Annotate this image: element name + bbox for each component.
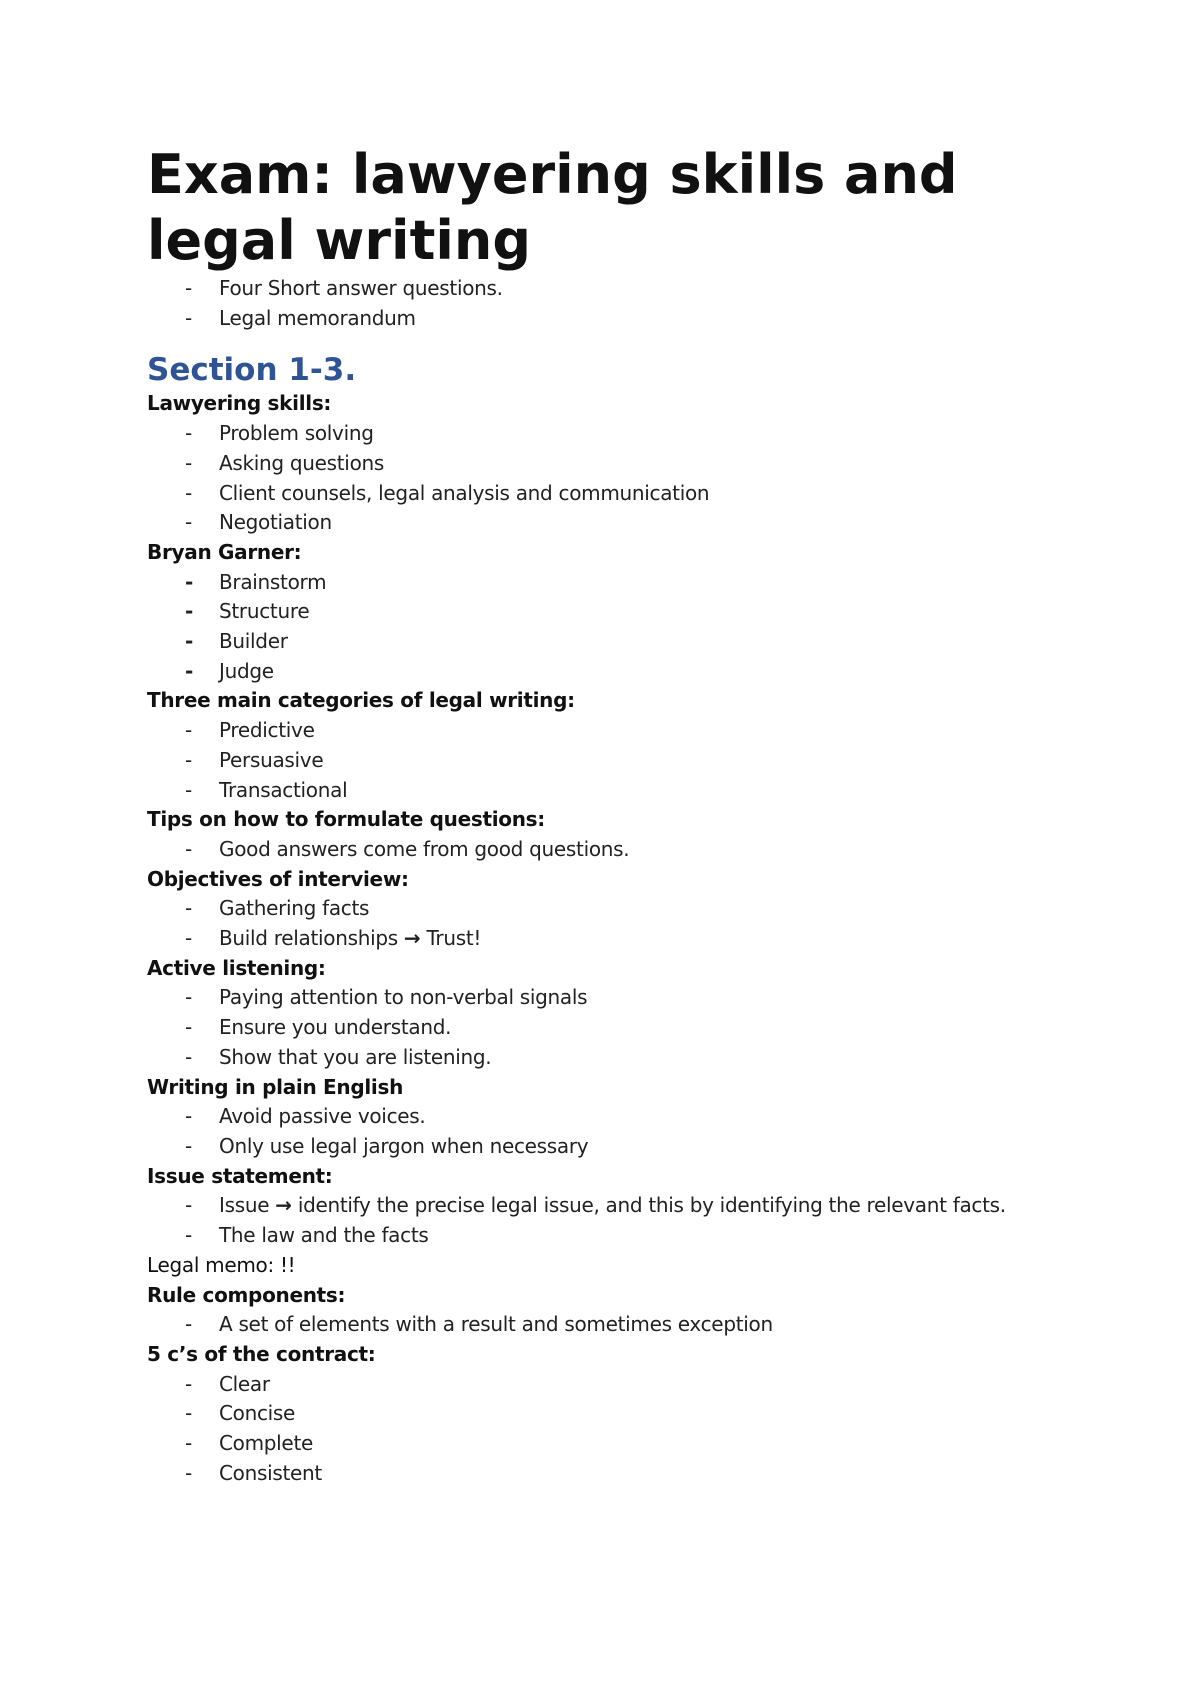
list-item: - Builder bbox=[147, 627, 1077, 657]
group-heading-issue-statement: Issue statement: bbox=[147, 1163, 333, 1188]
group-heading-contract: 5 c’s of the contract: bbox=[147, 1341, 376, 1366]
group-heading-rule-components: Rule components: bbox=[147, 1282, 346, 1307]
list-item: - Transactional bbox=[147, 776, 1077, 806]
group-heading-objectives: Objectives of interview: bbox=[147, 866, 409, 891]
dash-marker: - bbox=[185, 718, 192, 743]
contract-list bbox=[147, 1370, 1077, 1489]
list-item: - Negotiation bbox=[147, 508, 1077, 538]
dash-marker: - bbox=[185, 510, 192, 535]
list-item: - Predictive bbox=[147, 716, 1077, 746]
list-item: - Complete bbox=[147, 1429, 1077, 1459]
list-item: - Good answers come from good questions. bbox=[147, 835, 1077, 865]
group-heading-lawyering-skills: Lawyering skills: bbox=[147, 391, 332, 416]
intro-list bbox=[147, 274, 1077, 333]
dash-marker: - bbox=[185, 1015, 192, 1040]
document-title: Exam: lawyering skills and legal writing bbox=[147, 143, 958, 272]
list-item: - Build relationships → Trust! bbox=[147, 924, 1077, 954]
list-item: - Problem solving bbox=[147, 419, 1077, 449]
list-item: - Concise bbox=[147, 1399, 1077, 1429]
list-item: - Legal memorandum bbox=[147, 304, 1077, 334]
list-item: - Ensure you understand. bbox=[147, 1013, 1077, 1043]
dash-marker: - bbox=[185, 926, 192, 951]
dash-marker: - bbox=[185, 747, 192, 772]
section-heading: Section 1-3. bbox=[147, 352, 357, 389]
dash-marker: - bbox=[185, 1312, 192, 1337]
dash-marker: - bbox=[185, 1431, 192, 1456]
list-item: - Clear bbox=[147, 1370, 1077, 1400]
objectives-list bbox=[147, 894, 1077, 953]
list-item: - Avoid passive voices. bbox=[147, 1102, 1077, 1132]
dash-marker: - bbox=[185, 629, 194, 654]
dash-marker: - bbox=[185, 777, 192, 802]
group-heading-active-listening: Active listening: bbox=[147, 955, 326, 980]
list-item: - Structure bbox=[147, 597, 1077, 627]
dash-marker: - bbox=[185, 1104, 192, 1129]
dash-marker: - bbox=[185, 480, 192, 505]
dash-marker: - bbox=[185, 1044, 192, 1069]
dash-marker: - bbox=[185, 658, 194, 683]
list-item: - Client counsels, legal analysis and communication bbox=[147, 479, 1077, 509]
list-item: - Brainstorm bbox=[147, 568, 1077, 598]
list-item: - Gathering facts bbox=[147, 894, 1077, 924]
lawyering-skills-list bbox=[147, 419, 1077, 538]
dash-marker: - bbox=[185, 569, 194, 594]
dash-marker: - bbox=[185, 305, 192, 330]
dash-marker: - bbox=[185, 1223, 192, 1248]
dash-marker: - bbox=[185, 836, 192, 861]
bryan-garner-list bbox=[147, 568, 1077, 687]
list-item: - Consistent bbox=[147, 1459, 1077, 1489]
dash-marker: - bbox=[185, 421, 192, 446]
dash-marker: - bbox=[185, 1133, 192, 1158]
document-page bbox=[147, 142, 1077, 1488]
dash-marker: - bbox=[185, 276, 192, 300]
group-heading-tips: Tips on how to formulate questions: bbox=[147, 807, 545, 832]
dash-marker: - bbox=[185, 1401, 192, 1426]
dash-marker: - bbox=[185, 450, 192, 475]
categories-list bbox=[147, 716, 1077, 805]
list-item: - Judge bbox=[147, 657, 1077, 687]
list-item: - The law and the facts bbox=[147, 1221, 1077, 1251]
active-listening-list bbox=[147, 983, 1077, 1072]
group-heading-bryan-garner: Bryan Garner: bbox=[147, 539, 302, 564]
list-item: - Four Short answer questions. bbox=[147, 274, 1077, 304]
list-item: - A set of elements with a result and sometimes exception bbox=[147, 1310, 1077, 1340]
plain-english-list bbox=[147, 1102, 1077, 1161]
list-item: - Only use legal jargon when necessary bbox=[147, 1132, 1077, 1162]
tips-list bbox=[147, 835, 1077, 865]
dash-marker: - bbox=[185, 985, 192, 1010]
dash-marker: - bbox=[185, 599, 194, 624]
list-item: - Asking questions bbox=[147, 449, 1077, 479]
issue-statement-list bbox=[147, 1191, 1077, 1250]
list-item: - Paying attention to non-verbal signals bbox=[147, 983, 1077, 1013]
list-item: - Persuasive bbox=[147, 746, 1077, 776]
list-item: - Issue → identify the precise legal issue, and this by identifying the relevant facts. bbox=[147, 1191, 1077, 1221]
list-item: - Show that you are listening. bbox=[147, 1043, 1077, 1073]
group-heading-plain-english: Writing in plain English bbox=[147, 1074, 404, 1099]
dash-marker: - bbox=[185, 1371, 192, 1396]
arrow-right-icon: → bbox=[275, 1193, 292, 1218]
dash-marker: - bbox=[185, 1193, 192, 1218]
group-heading-categories: Three main categories of legal writing: bbox=[147, 688, 575, 713]
legal-memo-line: Legal memo: !! bbox=[147, 1252, 296, 1277]
arrow-right-icon: → bbox=[403, 926, 421, 951]
dash-marker: - bbox=[185, 1460, 192, 1485]
dash-marker: - bbox=[185, 896, 192, 921]
rule-components-list bbox=[147, 1310, 1077, 1340]
